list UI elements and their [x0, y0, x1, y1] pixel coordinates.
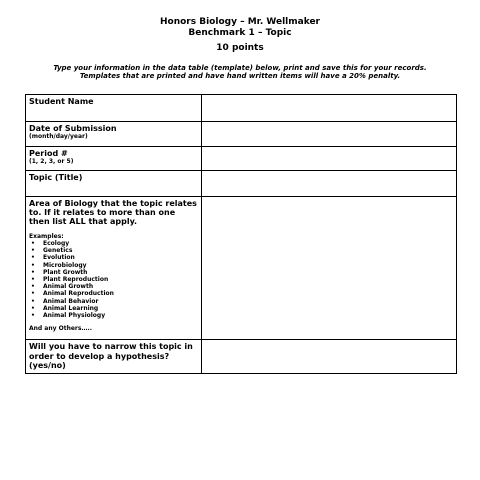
area-label-cell — [26, 197, 202, 340]
course-title: Honors Biology – Mr. Wellmaker — [160, 17, 320, 27]
instruction-line-2: Templates that are printed and have hand written items will have a 20% penalty. — [79, 72, 401, 80]
bullet-icon: • — [31, 283, 35, 291]
bullet-icon: • — [31, 297, 35, 305]
bullet-icon: • — [31, 290, 35, 298]
bullet-icon: • — [31, 276, 35, 284]
date-label-cell — [26, 122, 202, 147]
topic-label: Topic (Title) — [29, 173, 83, 182]
table-row-narrow — [26, 340, 457, 374]
list-item: • Evolution — [31, 254, 75, 262]
bullet-icon: • — [31, 254, 35, 262]
period-label-cell — [26, 147, 202, 171]
assignment-title: Benchmark 1 – Topic — [188, 28, 292, 38]
list-item: • Animal Behavior — [31, 297, 99, 305]
topic-value-cell[interactable] — [202, 171, 457, 197]
date-label: Date of Submission — [29, 124, 117, 133]
examples-heading: Examples: — [29, 233, 64, 240]
topic-label-cell — [26, 171, 202, 197]
list-item: • Animal Growth — [31, 283, 94, 291]
narrow-value-cell[interactable] — [202, 340, 457, 374]
data-table — [25, 94, 457, 374]
points-label: 10 points — [216, 43, 264, 53]
table-row-topic — [26, 171, 457, 197]
list-item: • Plant Reproduction — [31, 276, 109, 284]
list-item: • Microbiology — [31, 261, 87, 269]
bullet-icon: • — [31, 247, 35, 255]
others-note: And any Others….. — [29, 325, 93, 333]
list-item: • Ecology — [31, 240, 70, 247]
narrow-label: Will you have to narrow this topic in order to develop a hypothesis? (yes/no) — [29, 342, 193, 370]
student-name-label: Student Name — [29, 97, 94, 106]
list-item: • Animal Reproduction — [31, 290, 114, 298]
bullet-icon: • — [31, 268, 35, 276]
table-row-date — [26, 122, 457, 147]
list-item: • Plant Growth — [31, 268, 88, 276]
student-name-label-cell — [26, 95, 202, 122]
area-label: Area of Biology that the topic relates to. If it relates to more than one then list ALL that apply. — [29, 199, 197, 226]
bullet-icon: • — [31, 312, 35, 320]
list-item: • Animal Physiology — [31, 312, 106, 320]
period-options-hint: (1, 2, 3, or 5) — [29, 158, 74, 165]
instruction-line-1: Type your information in the data table (template) below, print and save this for your records. — [53, 64, 427, 72]
date-value-cell[interactable] — [202, 122, 457, 147]
bullet-icon: • — [31, 304, 35, 312]
period-value-cell[interactable] — [202, 147, 457, 171]
list-item: • Animal Learning — [31, 304, 99, 312]
date-format-hint: (month/day/year) — [29, 133, 88, 140]
bullet-icon: • — [31, 240, 35, 247]
table-row-period — [26, 147, 457, 171]
table-row-area — [26, 197, 457, 340]
period-label: Period # — [29, 149, 68, 158]
bullet-icon: • — [31, 261, 35, 269]
examples-list — [29, 240, 198, 319]
list-item: • Genetics — [31, 247, 73, 255]
student-name-value-cell[interactable] — [202, 95, 457, 122]
area-value-cell[interactable] — [202, 197, 457, 340]
table-row-student-name — [26, 95, 457, 122]
narrow-label-cell — [26, 340, 202, 374]
